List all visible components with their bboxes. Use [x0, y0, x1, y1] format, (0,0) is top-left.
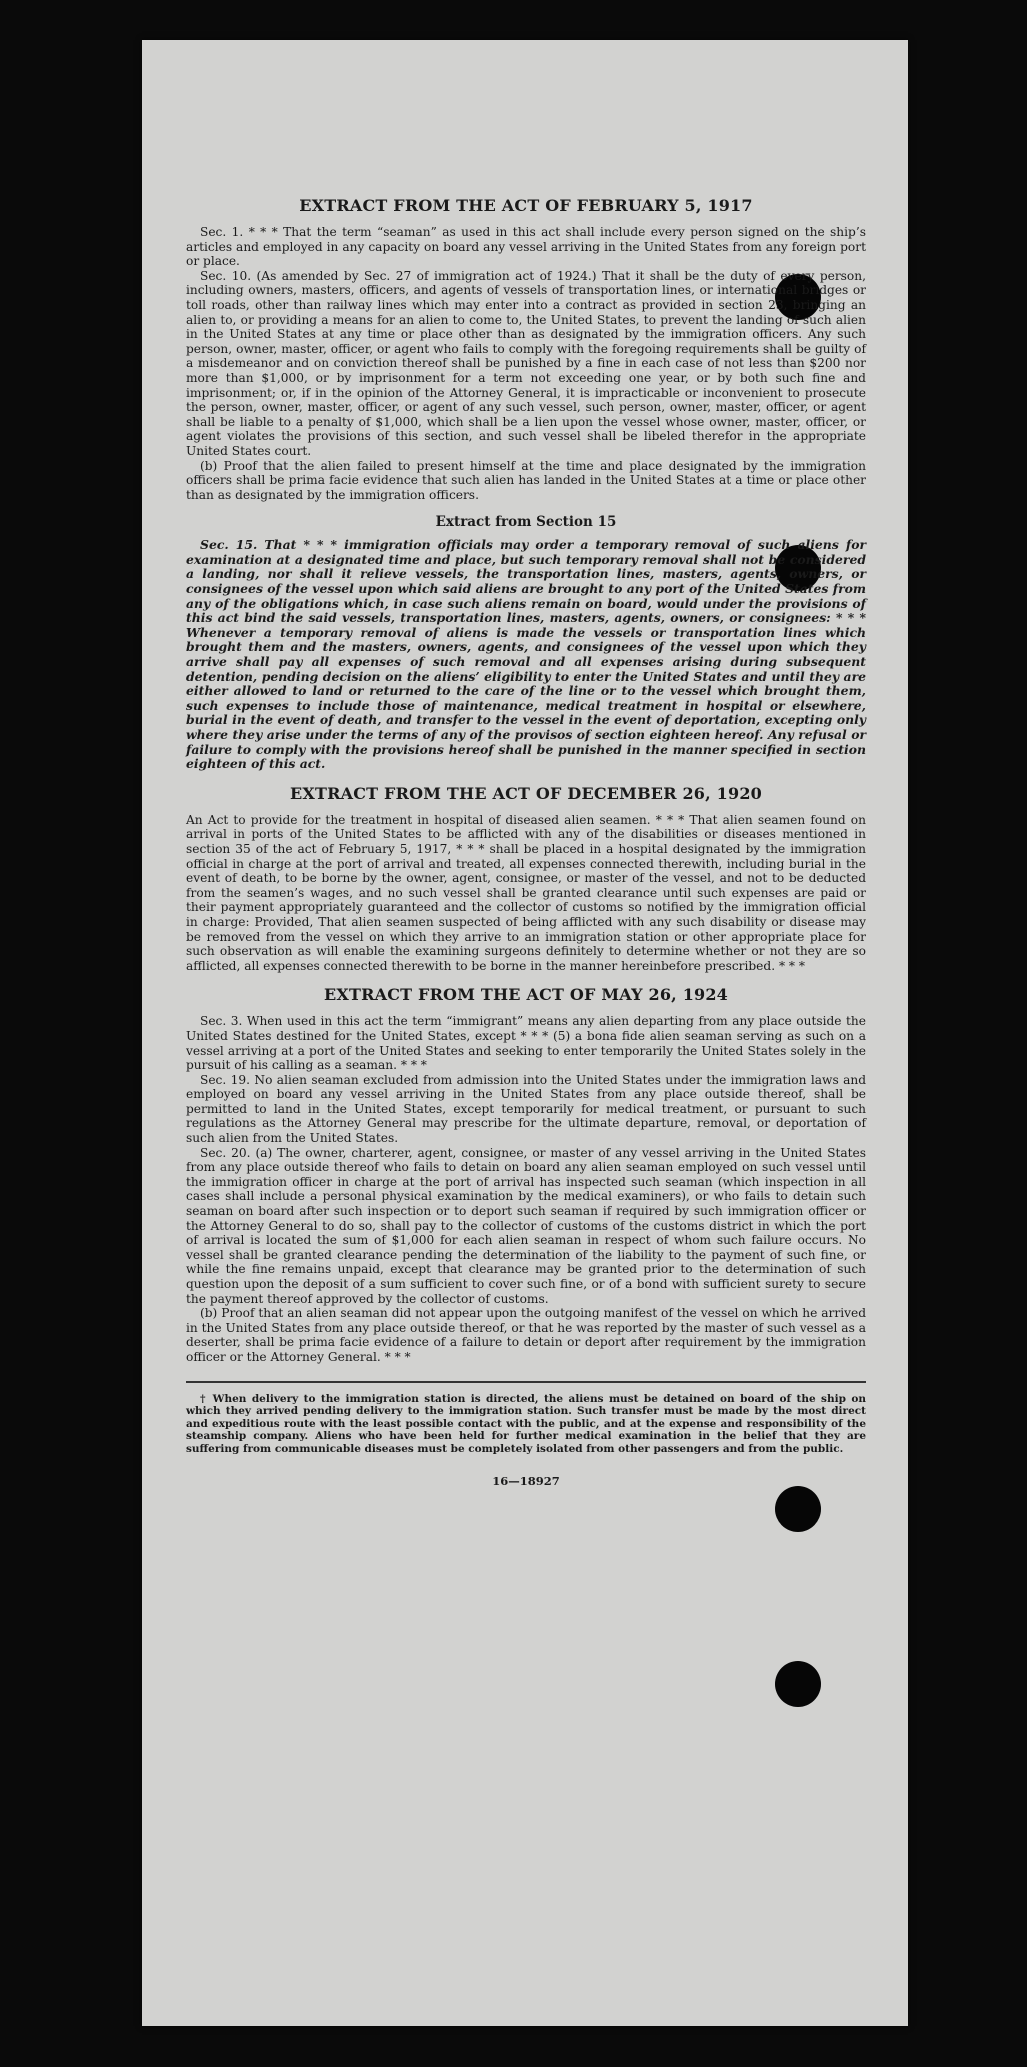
subsection-heading: Extract from Section 15	[435, 514, 617, 531]
document-body	[186, 196, 866, 1488]
footnote	[186, 1393, 866, 1456]
paragraph: Sec. 19. No alien seaman excluded from admission into the United States under the immigration laws and employed on board any vessel arriving in the United States from any place outside thereof, shall be permitted to land in the United States, except temporarily for medical treatment, or pursuant to such regulations as the Attorney General may prescribe for the ultimate departure, removal, or deportation of such alien from the United States.	[186, 1072, 866, 1146]
section-15-extract	[186, 514, 866, 772]
paragraph: (b) Proof that the alien failed to present himself at the time and place designated by the immigration officers shall be prima facie evidence that such alien has landed in the United States at a time or place other than as designated by the immigration officers.	[186, 458, 866, 502]
footnote-text: † When delivery to the immigration station is directed, the aliens must be detained on board of the ship on which they arrived pending delivery to the immigration station. Such transfer must be made by the most direct and expeditious route with the least possible contact with the public, and at the expense and responsibility of the steamship company. Aliens who have been held for further medical examination in the belief that they are suffering from communicable diseases must be completely isolated from other passengers and from the public.	[186, 1392, 866, 1455]
paragraph: (b) Proof that an alien seaman did not appear upon the outgoing manifest of the vessel on which he arrived in the United States from any place outside thereof, or that he was reported by the master of such vessel as a deserter, shall be prima facie evidence of a failure to detain or deport after requirement by the immigration officer or the Attorney General. * * *	[186, 1306, 866, 1364]
section-heading: EXTRACT FROM THE ACT OF MAY 26, 1924	[323, 985, 729, 1005]
footnote-divider	[186, 1381, 866, 1383]
section-act-1920	[186, 784, 866, 974]
paragraph: Sec. 3. When used in this act the term “immigrant” means any alien departing from any place outside the United States destined for the United States, except * * * (5) a bona fide alien seaman serving as such on a vessel arriving at a port of the United States and seeking to enter temporarily the United States solely in the pursuit of his calling as a seaman. * * *	[186, 1014, 866, 1073]
form-number: 16—18927	[492, 1473, 560, 1488]
paragraph: Sec. 10. (As amended by Sec. 27 of immigration act of 1924.) That it shall be the duty of every person, including owners, masters, officers, and agents of vessels of transportation lines, or international bridges or toll roads, other than railway lines which may enter into a contract as provided in section 23, bringing an alien to, or providing a means for an alien to come to, the United States, to prevent the landing of such alien in the United States at any time or place other than as designated by the immigration officers. Any such person, owner, master, officer, or agent who fails to comply with the foregoing requirements shall be guilty of a misdemeanor and on conviction thereof shall be punished by a fine in each case of not less than $200 nor more than $1,000, or by imprisonment for a term not exceeding one year, or by both such fine and imprisonment; or, if in the opinion of the Attorney General, it is impracticable or inconvenient to prosecute the person, owner, master, officer, or agent of any such vessel, such person, owner, master, officer, or agent shall be liable to a penalty of $1,000, which shall be a lien upon the vessel whose owner, master, officer, or agent violates the provisions of this section, and such vessel shall be libeled therefor in the appropriate United States court.	[186, 268, 866, 458]
punch-hole	[775, 1486, 821, 1532]
document-page	[142, 40, 908, 2026]
punch-hole	[775, 1661, 821, 1707]
paragraph: Sec. 1. * * * That the term “seaman” as used in this act shall include every person signed on the ship’s articles and employed in any capacity on board any vessel arriving in the United States from any foreign port or place.	[186, 225, 866, 269]
paragraph: Sec. 15. That * * * immigration officials may order a temporary removal of such aliens for examination at a designated time and place, but such temporary removal shall not be considered a landing, nor shall it relieve vessels, the transportation lines, masters, agents, owners, or consignees of the vessel upon which said aliens are brought to any port of the United States from any of the obligations which, in case such aliens remain on board, would under the provisions of this act bind the said vessels, transportation lines, masters, agents, owners, or consignees: * * * Whenever a temporary removal of aliens is made the vessels or transportation lines which brought them and the masters, owners, agents, and consignees of the vessel upon which they arrive shall pay all expenses of such removal and all expenses arising during subsequent detention, pending decision on the aliens’ eligibility to enter the United States and until they are either allowed to land or returned to the care of the line or to the vessel which brought them, such expenses to include those of maintenance, medical treatment in hospital or elsewhere, burial in the event of death, and transfer to the vessel in the event of deportation, excepting only where they arise under the terms of any of the provisos of section eighteen hereof. Any refusal or failure to comply with the provisions hereof shall be punished in the manner specified in section eighteen of this act.	[186, 537, 866, 772]
section-act-1917	[186, 196, 866, 502]
paragraph: An Act to provide for the treatment in hospital of diseased alien seamen. * * * That alien seamen found on arrival in ports of the United States to be afflicted with any of the disabilities or diseases mentioned in section 35 of the act of February 5, 1917, * * * shall be placed in a hospital designated by the immigration official in charge at the port of arrival and treated, all expenses connected therewith, including burial in the event of death, to be borne by the owner, agent, consignee, or master of the vessel, and not to be deducted from the seamen’s wages, and no such vessel shall be granted clearance until such expenses are paid or their payment appropriately guaranteed and the collector of customs so notified by the immigration official in charge: Provided, That alien seamen suspected of being afflicted with any such disability or disease may be removed from the vessel on which they arrive to an immigration station or other appropriate place for such observation as will enable the examining surgeons definitely to determine whether or not they are so afflicted, all expenses connected therewith to be borne in the manner hereinbefore prescribed. * * *	[186, 812, 866, 973]
section-heading: EXTRACT FROM THE ACT OF DECEMBER 26, 1920	[289, 783, 763, 803]
section-act-1924	[186, 985, 866, 1364]
paragraph: Sec. 20. (a) The owner, charterer, agent, consignee, or master of any vessel arriving in the United States from any place outside thereof who fails to detain on board any alien seaman employed on such vessel until the immigration officer in charge at the port of arrival has inspected such seaman (which inspection in all cases shall include a personal physical examination by the medical examiners), or who fails to detain such seaman on board after such inspection or to deport such seaman if required by such immigration officer or the Attorney General to do so, shall pay to the collector of customs of the customs district in which the port of arrival is located the sum of $1,000 for each alien seaman in respect of whom such failure occurs. No vessel shall be granted clearance pending the determination of the liability to the payment of such fine, or while the fine remains unpaid, except that clearance may be granted prior to the determination of such question upon the deposit of a sum sufficient to cover such fine, or of a bond with sufficient surety to secure the payment thereof approved by the collector of customs.	[186, 1145, 866, 1306]
section-heading: EXTRACT FROM THE ACT OF FEBRUARY 5, 1917	[299, 196, 753, 215]
